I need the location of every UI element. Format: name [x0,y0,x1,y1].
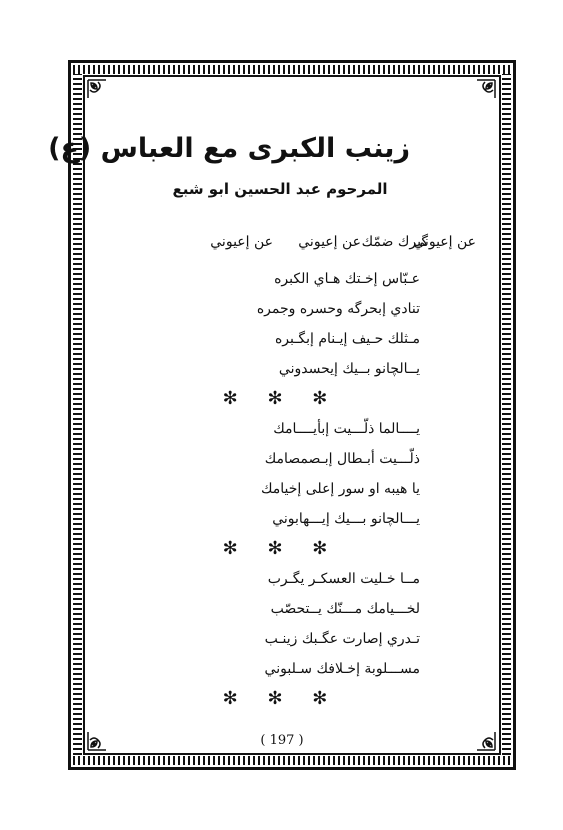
stanza-separator: ✻ ✻ ✻ [222,688,340,709]
verse-line: يا هيبه او سور إعلى إخيامك [260,481,420,497]
verse-line: يـــالچانو بـــيك إيـــهابوني [272,511,420,527]
verse-line: عـبّاس إخـتك هـاي الكبره [274,271,420,287]
stanza-separator: ✻ ✻ ✻ [222,388,340,409]
refrain-phrase: عن إعيوني [298,234,361,250]
verse-line: لخـــيامك مـــنّك يــتحصّب [270,601,420,617]
verse-line: تـدري إصارت عگـبك زينـب [264,631,420,647]
corner-ornament-icon [86,730,108,752]
poem-body [130,264,420,714]
page-number: ( 197 ) [260,733,304,748]
refrain-phrase: عن إعيوني [413,234,476,250]
corner-ornament-icon [475,730,497,752]
poem-author: المرحوم عبد الحسين ابو شبع [172,180,388,198]
verse-line: ذلّـــيت أبـطال إبـصمصامك [264,451,420,467]
refrain-phrase: گبرك ضمّك [361,234,428,250]
verse-line: تنادي إبحرگه وحسره وجمره [256,301,420,317]
verse-line: مـثلك حـيف إيـنام إبگـبره [274,331,420,347]
stanza-separator: ✻ ✻ ✻ [222,538,340,559]
verse-line: يــــالما ذلّـــيت إبأيــــامك [273,421,420,437]
corner-ornament-icon [86,78,108,100]
corner-ornament-icon [475,78,497,100]
verse-line: يــالچانو بــيك إيحسدوني [278,361,420,377]
verse-line: مــا خـليت العسكـر يگـرب [267,571,420,587]
verse-line: مســـلوبة إخـلافك سـلبوني [264,661,420,677]
refrain-phrase: عن إعيوني [210,234,273,250]
poem-title: زينب الكبرى مع العباس (ع) [48,133,410,164]
